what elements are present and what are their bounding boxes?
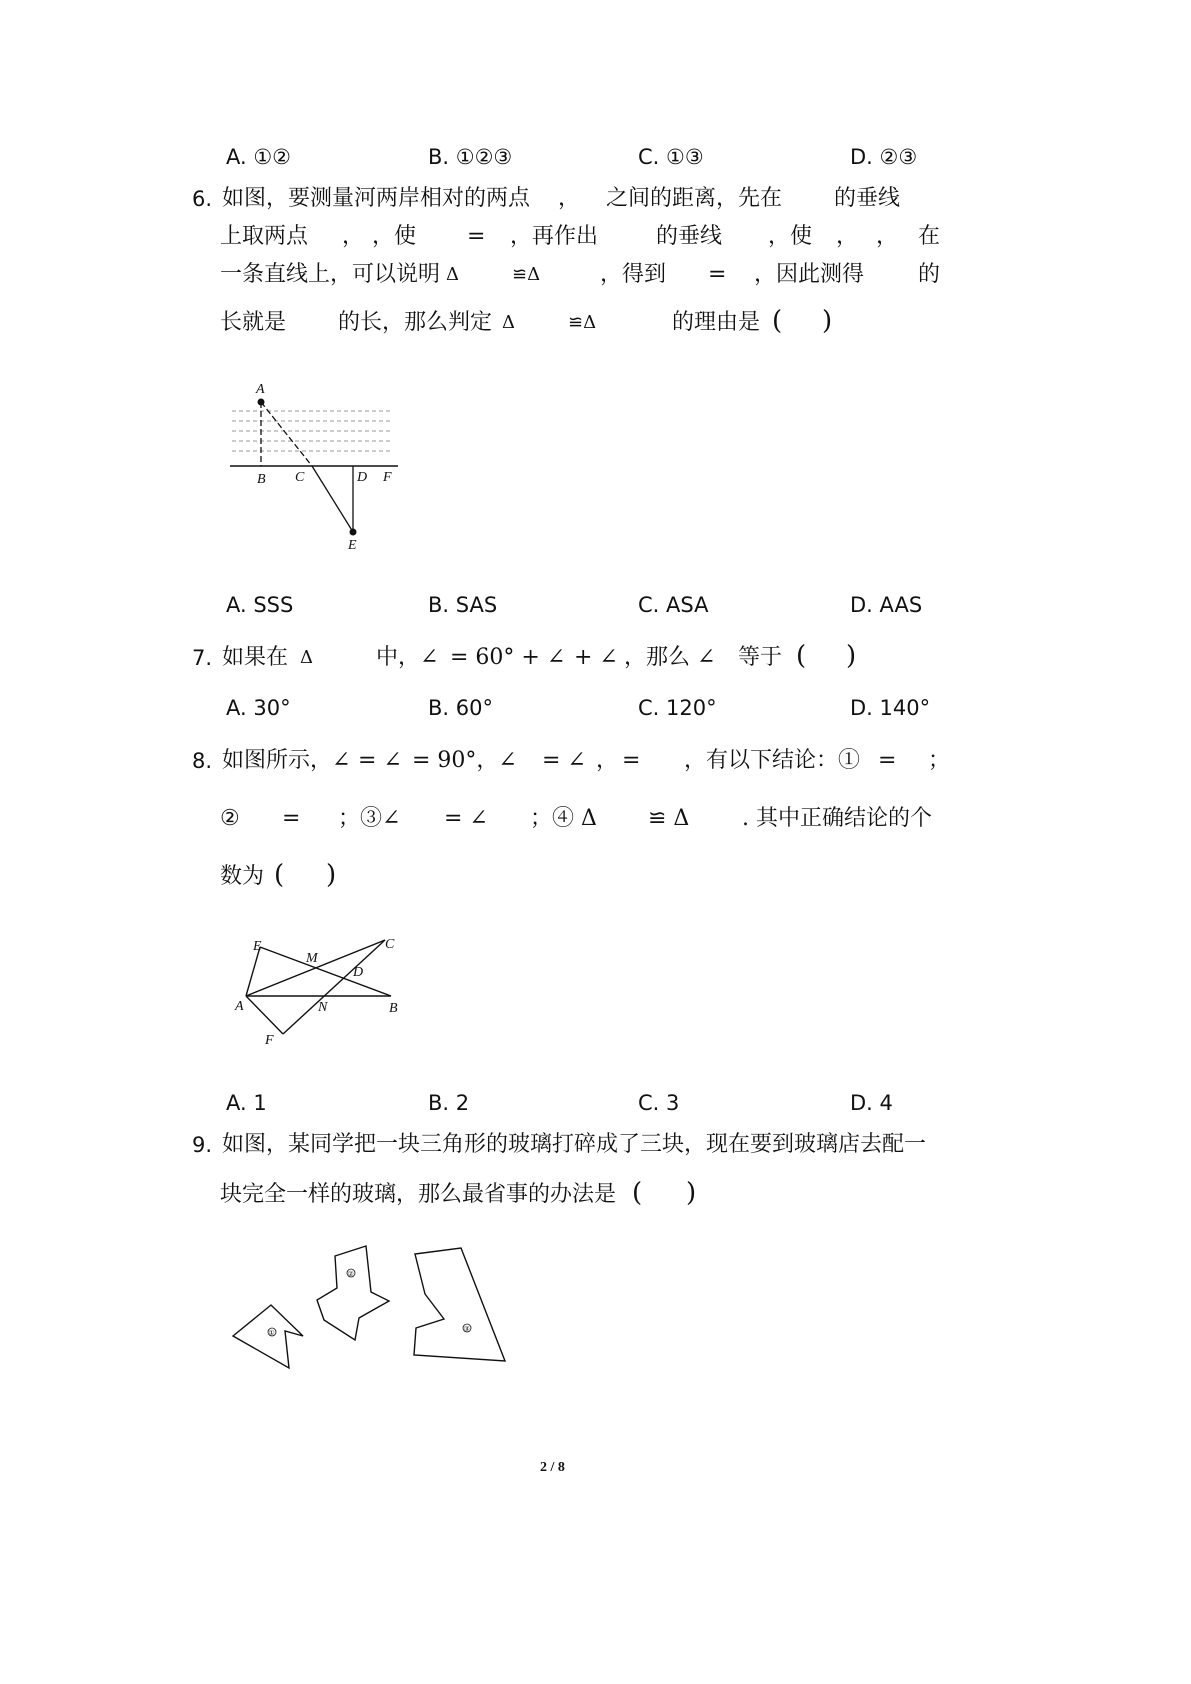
q8-text: 如图所示，∠ [222,748,351,773]
q5-option-c: C. ①③ [638,145,704,169]
q6-text: ≌Δ [568,312,597,333]
q8-text: = [878,748,897,773]
q6-text: ，使 [768,224,813,249]
q6-text: 的垂线 [656,224,723,249]
piece-label-2: ② [347,1270,354,1278]
fig-label-e: E [348,538,357,553]
answer-paren-open: ( [274,860,285,890]
q7-text: = 60° + ∠ [450,645,566,670]
q5-option-b: B. ①②③ [428,145,513,169]
q9-number: 9. [192,1133,213,1157]
q9-text: 如图，某同学把一块三角形的玻璃打碎成了三块，现在要到玻璃店去配一 [222,1132,927,1157]
q6-text: 的 [918,262,941,287]
q6-text: ， [342,224,365,249]
q7-option-d: D. 140° [850,696,931,720]
q8-text: ；④ Δ [530,806,597,831]
q6-option-b: B. SAS [428,593,498,617]
q7-text: ，那么 ∠ [624,645,716,670]
glass-piece-2 [317,1246,389,1340]
answer-paren-open: ( [772,306,783,336]
q7-option-b: B. 60° [428,696,493,720]
fig-label-f: F [383,470,392,485]
q7-text: 如果在 [222,645,289,670]
answer-paren-open: ( [796,641,807,671]
glass-piece-3 [414,1248,505,1361]
q8-text: ， [596,748,619,773]
q8-text: ；③∠ [338,806,401,831]
answer-paren-open: ( [632,1178,643,1208]
fig-label-m: M [306,951,318,966]
q9-broken-glass-figure [225,1240,515,1380]
q8-text: ② [220,806,240,831]
q6-option-d: D. AAS [850,593,923,617]
q6-text: Δ [446,264,459,285]
fig-label-e: E [253,939,262,954]
q6-text: = [467,224,486,249]
q6-text: = [708,262,727,287]
q6-text: 上取两点 [220,224,309,249]
q8-text: = [282,806,301,831]
q6-text: 的垂线 [834,186,901,211]
q6-text: ，因此测得 [754,262,865,287]
q6-text: Δ [502,312,515,333]
fig-label-f: F [265,1033,274,1048]
fig-label-b: B [257,472,266,487]
answer-paren-close: ) [326,860,337,890]
fig-label-b: B [389,1001,398,1016]
q7-option-c: C. 120° [638,696,717,720]
q6-text: ，得到 [600,262,667,287]
q8-text: . 其中正确结论的个 [742,806,932,831]
q6-option-a: A. SSS [226,593,294,617]
answer-paren-close: ) [822,306,833,336]
q8-option-b: B. 2 [428,1091,470,1115]
answer-paren-close: ) [686,1178,697,1208]
fig-label-d: D [353,965,364,980]
q8-text: = [622,748,641,773]
q6-text: ，再作出 [510,224,599,249]
q5-option-d: D. ②③ [850,145,918,169]
fig-label-a: A [235,999,244,1014]
q8-geometry-figure [225,930,410,1055]
q6-option-c: C. ASA [638,593,709,617]
q8-text: = 90°，∠ [412,748,517,773]
q7-number: 7. [192,646,213,670]
q6-text: ， [876,224,899,249]
q6-text: ≌Δ [512,264,541,285]
q6-text: 的理由是 [672,310,761,335]
q8-text: = ∠ [542,748,586,773]
q6-text: ， [836,224,859,249]
q6-text: 之间的距离，先在 [606,186,783,211]
q7-option-a: A. 30° [226,696,291,720]
q7-text: + ∠ [574,645,618,670]
q8-number: 8. [192,749,213,773]
q8-text: = ∠ [358,748,402,773]
fig-label-c: C [385,937,395,952]
q8-text: 数为 [220,864,265,889]
q6-number: 6. [192,187,213,211]
q5-option-a: A. ①② [226,145,291,169]
q6-text: 一条直线上，可以说明 [220,262,441,287]
page-number: 2 / 8 [540,1460,565,1475]
q8-option-c: C. 3 [638,1091,680,1115]
q8-text: ，有以下结论：① [684,748,861,773]
q6-text: 的长，那么判定 [338,310,493,335]
piece-label-3: ③ [463,1325,470,1333]
piece-label-1: ① [268,1329,275,1337]
q6-text: 在 [918,224,941,249]
q9-text: 块完全一样的玻璃，那么最省事的办法是 [220,1182,617,1207]
q8-option-a: A. 1 [226,1091,267,1115]
q8-option-d: D. 4 [850,1091,893,1115]
q6-text: ，使 [372,224,417,249]
fig-label-a: A [256,382,265,397]
q7-text: 等于 [738,645,783,670]
fig-label-n: N [318,1000,328,1015]
q7-text: Δ [300,647,313,668]
answer-paren-close: ) [846,641,857,671]
q8-text: ； [928,748,951,773]
q6-text: 如图，要测量河两岸相对的两点 [222,186,531,211]
q8-text: ≌ Δ [648,806,690,831]
fig-label-d: D [357,470,368,485]
fig-label-c: C [295,470,305,485]
q7-text: 中，∠ [376,645,439,670]
q6-text: 长就是 [220,310,287,335]
q6-river-figure [220,375,410,560]
q6-text: ， [558,186,581,211]
q8-text: = ∠ [444,806,488,831]
